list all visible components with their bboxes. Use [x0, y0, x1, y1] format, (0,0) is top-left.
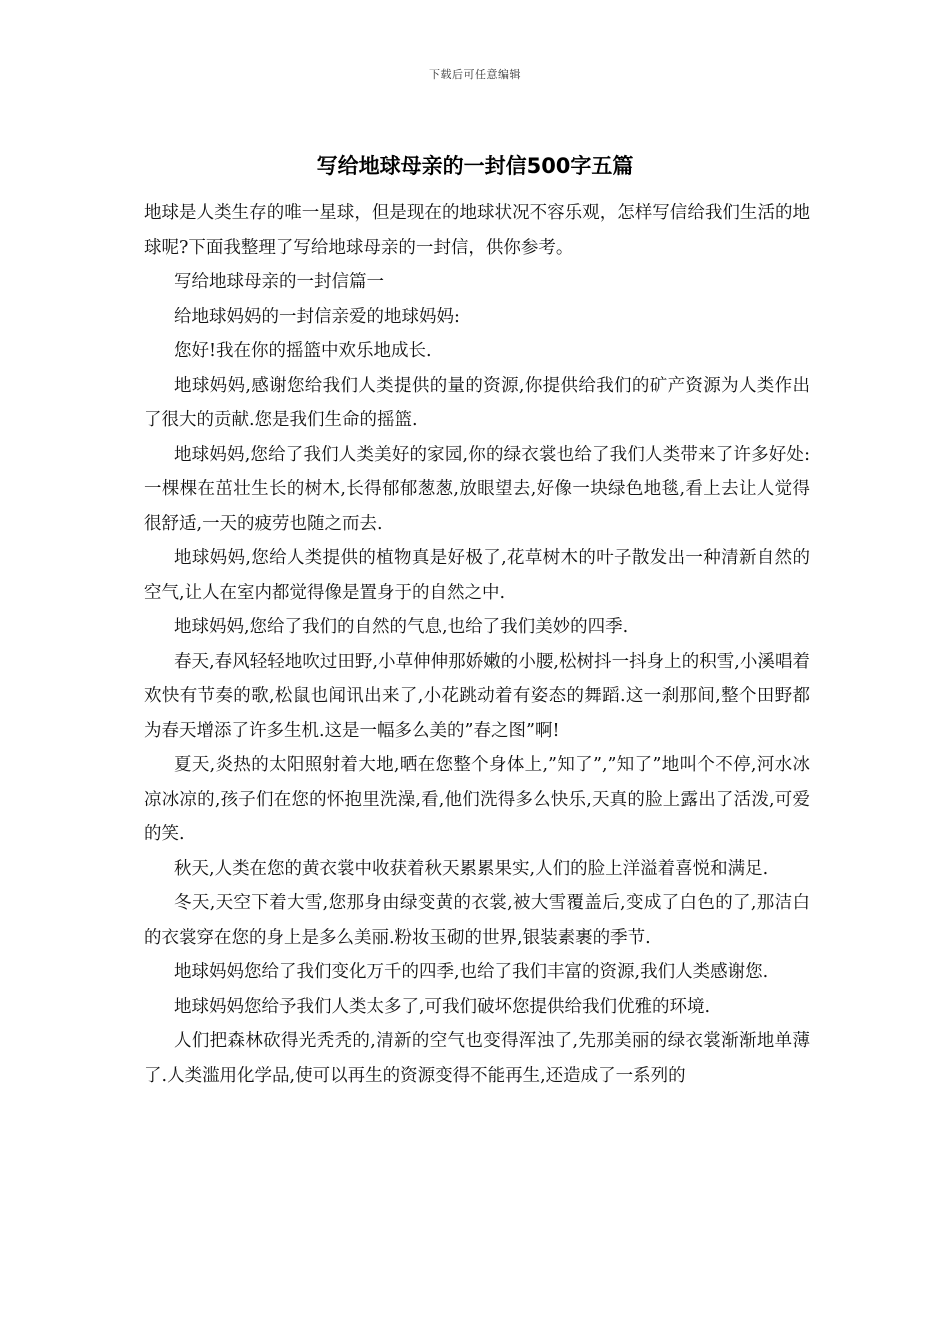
paragraph: 地球妈妈,感谢您给我们人类提供的量的资源,你提供给我们的矿产资源为人类作出了很大的贡献.您是我们生命的摇篮. — [144, 375, 810, 430]
paragraph: 春天,春风轻轻地吹过田野,小草伸伸那娇嫩的小腰,松树抖一抖身上的积雪,小溪唱着欢快有节奏的歌,松鼠也闻讯出来了,小花跳动着有姿态的舞蹈.这一刹那间,整个田野都为春天增添了许多生机.这是一幅多么美的”春之图”啊! — [144, 651, 810, 741]
paragraph: 地球妈妈,您给了我们的自然的气息,也给了我们美妙的四季. — [174, 617, 629, 637]
paragraph: 地球妈妈,您给人类提供的植物真是好极了,花草树木的叶子散发出一种清新自然的空气,让人在室内都觉得像是置身于的自然之中. — [144, 548, 810, 603]
paragraph: 您好!我在你的摇篮中欢乐地成长. — [174, 341, 432, 361]
paragraph: 夏天,炎热的太阳照射着大地,晒在您整个身体上,”知了”,”知了”地叫个不停,河水冰凉冰凉的,孩子们在您的怀抱里洗澡,看,他们洗得多么快乐,天真的脸上露出了活泼,可爱的笑. — [144, 755, 810, 844]
paragraph: 写给地球母亲的一封信篇一 — [174, 272, 384, 292]
paragraph: 给地球妈妈的一封信亲爱的地球妈妈: — [174, 306, 460, 327]
document-body — [144, 196, 810, 1093]
paragraph: 秋天,人类在您的黄衣裳中收获着秋天累累果实,人们的脸上洋溢着喜悦和满足. — [174, 858, 769, 879]
paragraph: 冬天,天空下着大雪,您那身由绿变黄的衣裳,被大雪覆盖后,变成了白色的了,那洁白的衣裳穿在您的身上是多么美丽.粉妆玉砌的世界,银装素裹的季节. — [144, 893, 810, 948]
paragraph: 地球妈妈您给予我们人类太多了,可我们破坏您提供给我们优雅的环境. — [174, 996, 711, 1017]
paragraph: 地球是人类生存的唯一星球，但是现在的地球状况不容乐观，怎样写信给我们生活的地球呢?下面我整理了写给地球母亲的一封信，供你参考。 — [144, 203, 810, 258]
header-note: 下载后可任意编辑 — [429, 68, 521, 81]
paragraph: 地球妈妈您给了我们变化万千的四季,也给了我们丰富的资源,我们人类感谢您. — [174, 962, 769, 982]
document-title: 写给地球母亲的一封信500字五篇 — [316, 154, 634, 178]
paragraph: 人们把森林砍得光秃秃的,清新的空气也变得浑浊了,先那美丽的绿衣裳渐渐地单薄了.人类滥用化学品,使可以再生的资源变得不能再生,还造成了一系列的 — [144, 1031, 810, 1086]
paragraph: 地球妈妈,您给了我们人类美好的家园,你的绿衣裳也给了我们人类带来了许多好处:一棵棵在茁壮生长的树木,长得郁郁葱葱,放眼望去,好像一块绿色地毯,看上去让人觉得很舒适,一天的疲劳也随之而去. — [144, 444, 810, 534]
